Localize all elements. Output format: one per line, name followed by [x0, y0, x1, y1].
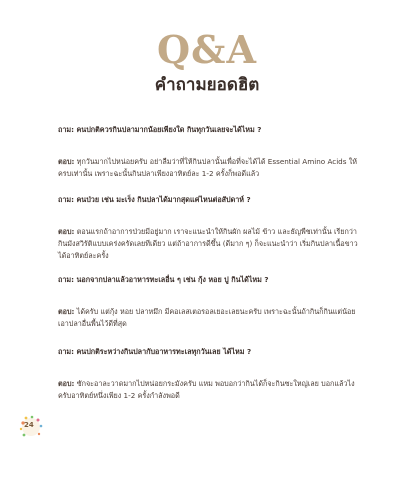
- answer-label: ตอบ:: [58, 157, 75, 166]
- faq-answer-1: [58, 156, 358, 180]
- answer-text: ซักจะอาละวาดมากไปหน่อยกระมังครับ แหม พอบอกว่ากินได้ก็จะกินซะใหญ่เลย บอกแล้วไงครับอาทิตย์หนึ่งเพียง 1-2 ครั้งกำลังพอดี: [58, 379, 355, 400]
- header: [0, 28, 414, 96]
- faq-list: [58, 124, 358, 416]
- faq-answer-3: [58, 306, 358, 330]
- faq-question-4: ถาม: คนปกติระหว่างกินปลากับอาหารทะเลทุกวันเลย ได้ไหม ?: [58, 347, 252, 356]
- answer-label: ตอบ:: [58, 379, 75, 388]
- answer-text: ตอนแรกถ้าอาการป่วยมีอยู่มาก เราจะแนะนำให้กินผัก ผลไม้ ข้าว และธัญพืชเท่านั้น เรียกว่า กินมังสวิรัติแบบเคร่งครัดเลยทีเดียว แต่ถ้าอาการดีขึ้น (ดีมาก ๆ) ก็จะแนะนำว่า เริ่มกินปลาเนื้อขาวได้อาทิตย์ละครั้ง: [58, 227, 358, 260]
- page-subtitle: คำถามยอดฮิต: [154, 75, 260, 95]
- page-number: 24: [24, 421, 34, 429]
- faq-answer-4: [58, 378, 358, 402]
- answer-label: ตอบ:: [58, 227, 75, 236]
- answer-text: ทุกวันมากไปหน่อยครับ อย่าลืมว่าที่ให้กินปลานั้นเพื่อที่จะได้ได้ Essential Amino Acids ให้ครบเท่านั้น เพราะฉะนั้นกินปลาเพียงอาทิตย์ละ 1-2 ครั้งก็พอดีแล้ว: [58, 157, 358, 178]
- faq-answer-2: [58, 226, 358, 262]
- faq-question-3: ถาม: นอกจากปลาแล้วอาหารทะเลอื่น ๆ เช่น กุ้ง หอย ปู กินได้ไหม ?: [58, 275, 269, 284]
- faq-question-2: ถาม: คนป่วย เช่น มะเร็ง กินปลาได้มากสุดแค่ไหนต่อสัปดาห์ ?: [58, 195, 251, 204]
- answer-label: ตอบ:: [58, 307, 75, 316]
- faq-question-1: ถาม: คนปกติควรกินปลามากน้อยเพียงใด กินทุกวันเลยจะได้ไหม ?: [58, 125, 262, 134]
- answer-text: ได้ครับ แต่กุ้ง หอย ปลาหมึก มีคอเลสเตอรอลเยอะเลยนะครับ เพราะฉะนั้นถ้ากินก็กินแต่น้อย เอาปลาอื่นพื้นไว้ดีที่สุด: [58, 307, 356, 328]
- qa-title: Q&A: [157, 27, 257, 72]
